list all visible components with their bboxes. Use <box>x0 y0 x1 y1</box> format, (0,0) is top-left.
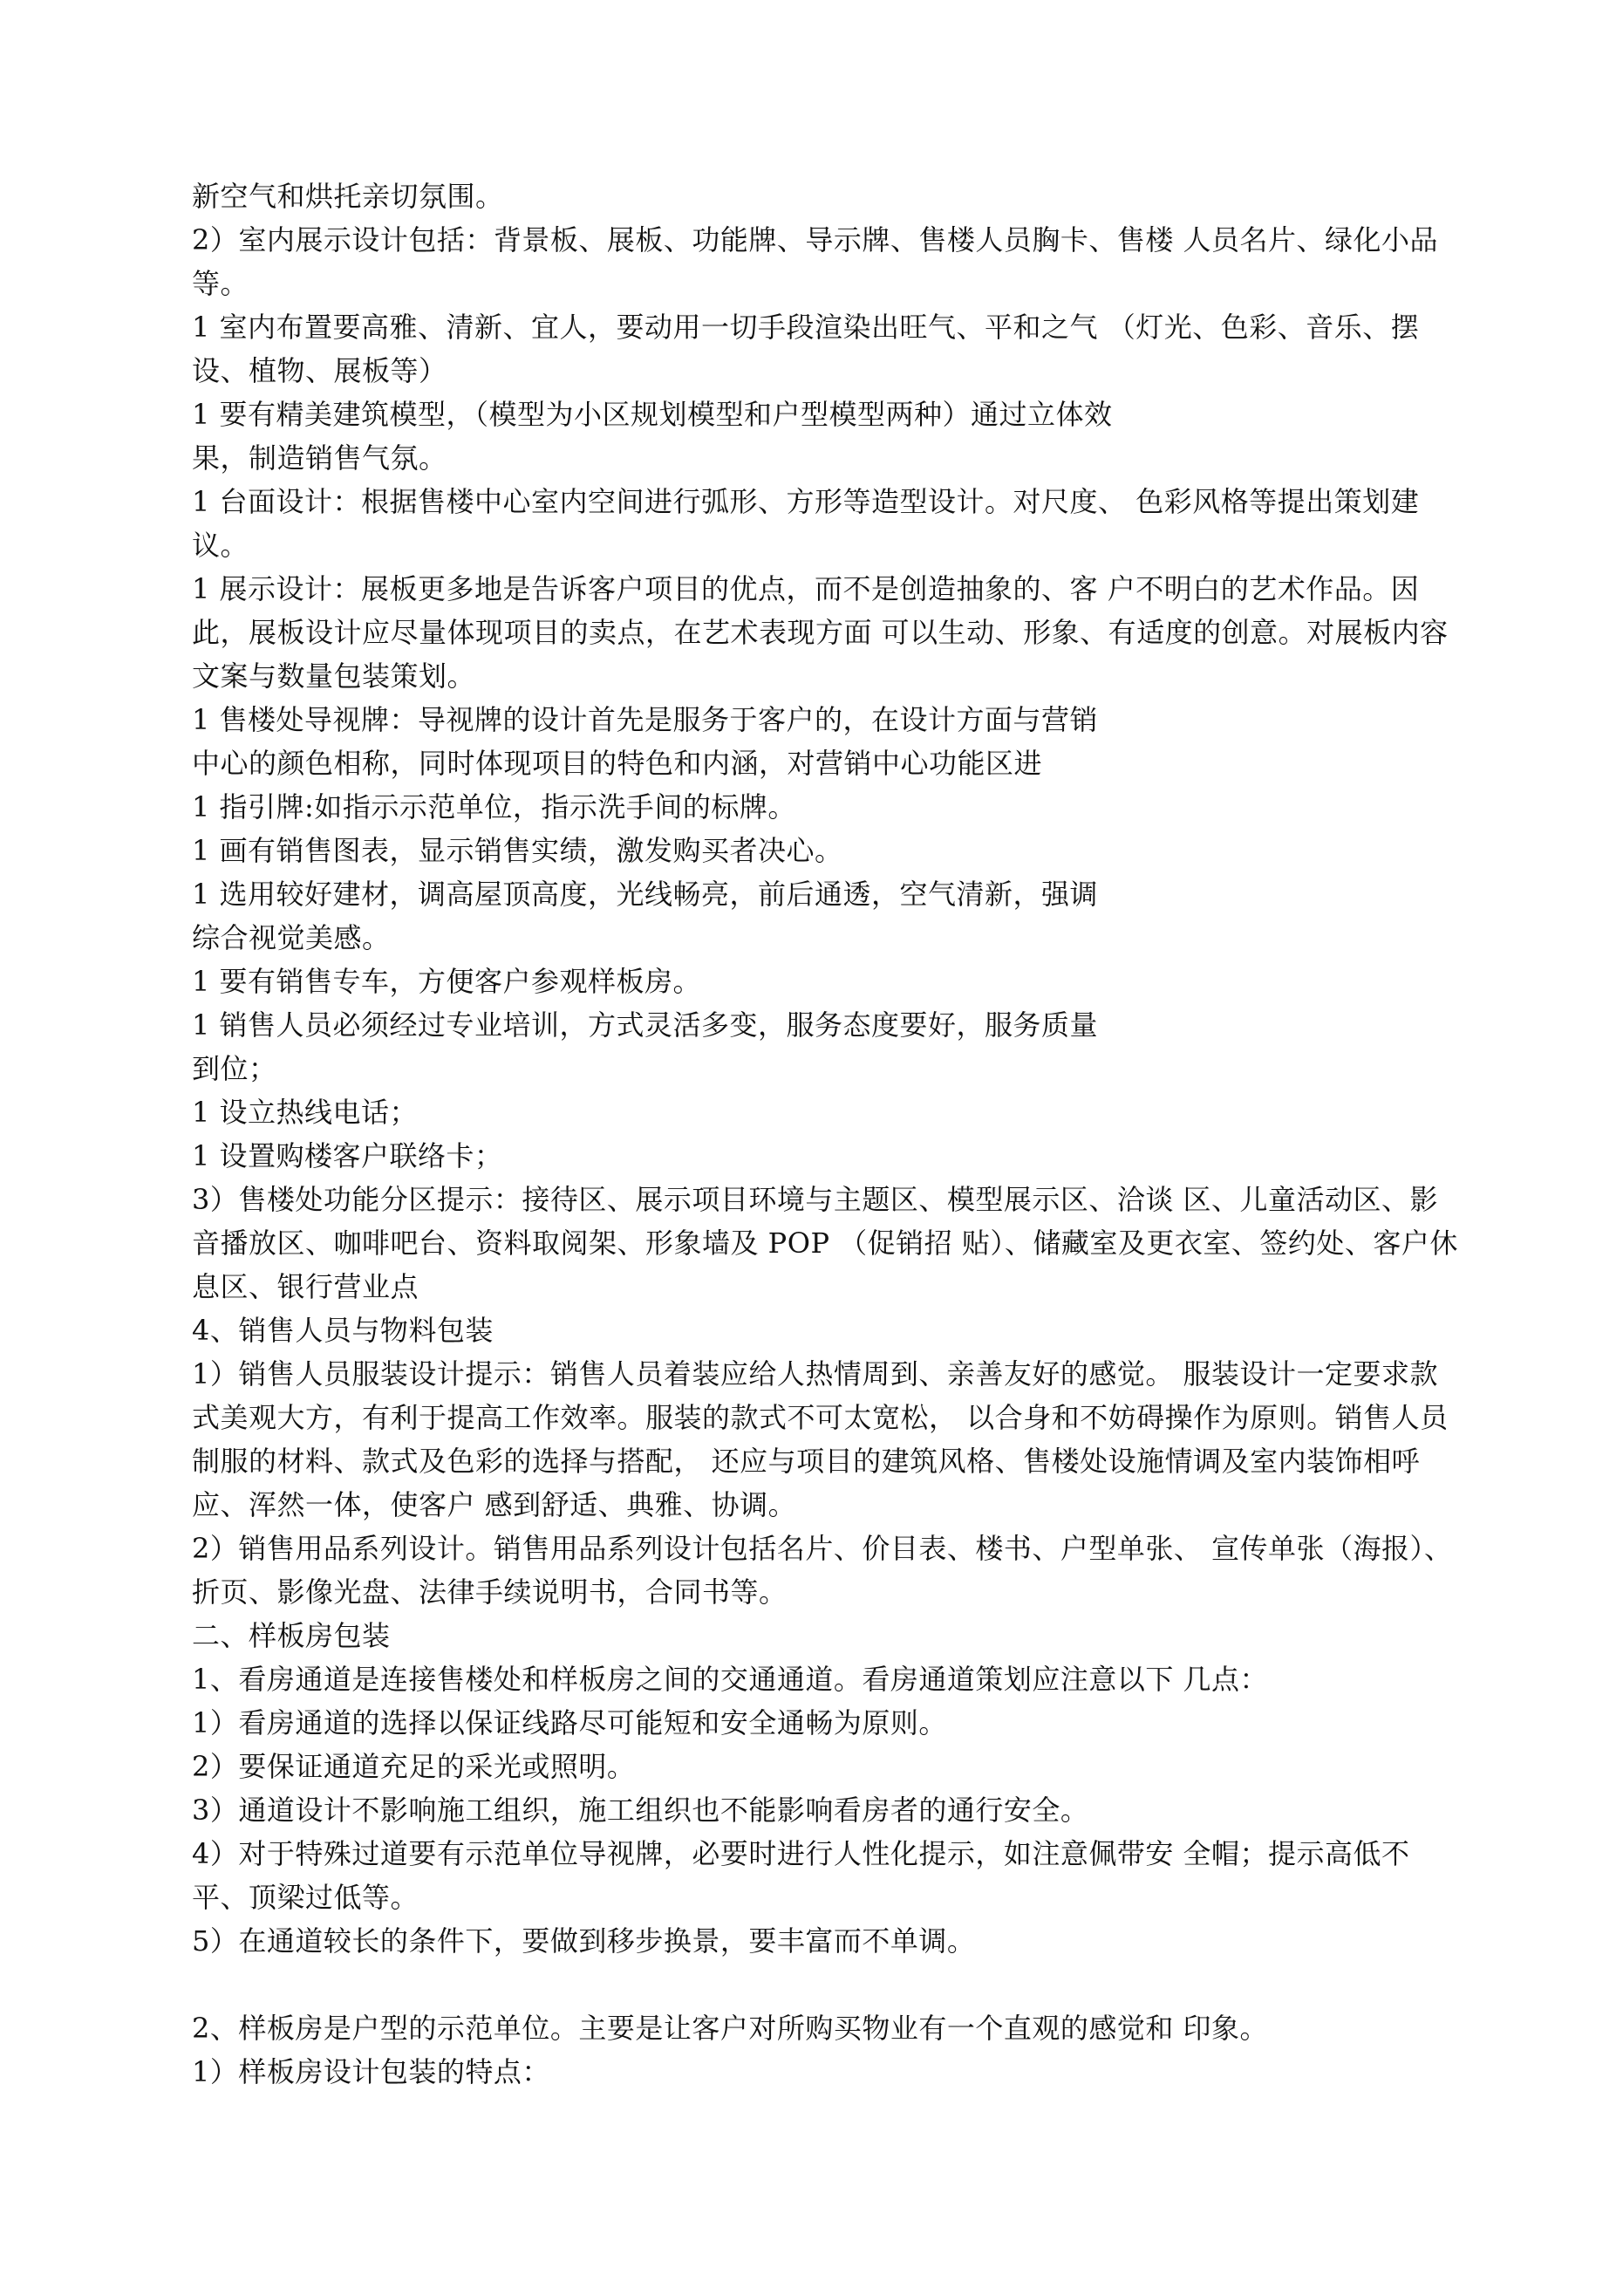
paragraph: 1 选用较好建材，调高屋顶高度，光线畅亮，前后通透，空气清新，强调 <box>192 878 1099 911</box>
section-heading: 二、样板房包装 <box>192 1619 391 1652</box>
paragraph: 4）对于特殊过道要有示范单位导视牌，必要时进行人性化提示，如注意佩带安 全帽；提示高低不平、顶梁过低等。 <box>192 1837 1410 1914</box>
section-heading: 4、销售人员与物料包装 <box>192 1314 494 1347</box>
paragraph: 2）要保证通道充足的采光或照明。 <box>192 1750 636 1783</box>
paragraph: 综合视觉美感。 <box>192 921 391 954</box>
paragraph: 1 台面设计：根据售楼中心室内空间进行弧形、方形等造型设计。对尺度、 色彩风格等提出策划建议。 <box>192 485 1420 562</box>
paragraph: 1 要有精美建筑模型，（模型为小区规划模型和户型模型两种）通过立体效 <box>192 398 1113 431</box>
paragraph: 5）在通道较长的条件下，要做到移步换景，要丰富而不单调。 <box>192 1924 976 1958</box>
paragraph: 1 展示设计：展板更多地是告诉客户项目的优点，而不是创造抽象的、客 户不明白的艺术作品。因此，展板设计应尽量体现项目的卖点，在艺术表现方面 可以生动、形象、有适度的创意。对展板内容文案与数量包装策划。 <box>192 572 1449 693</box>
paragraph: 新空气和烘托亲切氛围。 <box>192 180 504 213</box>
paragraph: 1）销售人员服装设计提示：销售人员着装应给人热情周到、亲善友好的感觉。 服装设计一定要求款式美观大方，有利于提高工作效率。服装的款式不可太宽松， 以合身和不妨碍操作为原则。销售人员制服的材料、款式及色彩的选择与搭配， 还应与项目的建筑风格、售楼处设施情调及室内装饰相呼应、浑然一体，使客户 感到舒适、典雅、协调。 <box>192 1357 1449 1521</box>
paragraph: 3）通道设计不影响施工组织，施工组织也不能影响看房者的通行安全。 <box>192 1794 1089 1827</box>
paragraph: 1 销售人员必须经过专业培训，方式灵活多变，服务态度要好，服务质量 <box>192 1008 1099 1042</box>
document-body <box>192 174 1465 2094</box>
paragraph: 果，制造销售气氛。 <box>192 441 447 475</box>
paragraph: 1 设立热线电话； <box>192 1096 419 1129</box>
paragraph: 2）销售用品系列设计。销售用品系列设计包括名片、价目表、楼书、户型单张、 宣传单张（海报）、折页、影像光盘、法律手续说明书，合同书等。 <box>192 1532 1453 1609</box>
paragraph: 到位； <box>192 1052 277 1085</box>
paragraph: 中心的颜色相称，同时体现项目的特色和内涵，对营销中心功能区进 <box>192 747 1043 780</box>
paragraph: 2、样板房是户型的示范单位。主要是让客户对所购买物业有一个直观的感觉和 印象。 <box>192 2012 1269 2045</box>
blank-line <box>192 1963 1465 2006</box>
paragraph: 2）室内展示设计包括：背景板、展板、功能牌、导示牌、售楼人员胸卡、售楼 人员名片、绿化小品等。 <box>192 223 1439 300</box>
paragraph: 1 指引牌:如指示示范单位，指示洗手间的标牌。 <box>192 790 796 823</box>
paragraph: 1）样板房设计包装的特点： <box>192 2055 550 2088</box>
paragraph: 1 要有销售专车，方便客户参观样板房。 <box>192 965 702 998</box>
paragraph: 1 室内布置要高雅、清新、宜人，要动用一切手段渲染出旺气、平和之气 （灯光、色彩、音乐、摆设、植物、展板等） <box>192 311 1420 387</box>
paragraph: 3）售楼处功能分区提示：接待区、展示项目环境与主题区、模型展示区、洽谈 区、儿童活动区、影音播放区、咖啡吧台、资料取阅架、形象墙及 POP （促销招 贴）、储藏室及更衣室、签约处、客户休息区、银行营业点 <box>192 1183 1458 1303</box>
paragraph: 1 设置购楼客户联络卡； <box>192 1139 503 1172</box>
paragraph: 1 画有销售图表，显示销售实绩，激发购买者决心。 <box>192 834 843 867</box>
paragraph: 1、看房通道是连接售楼处和样板房之间的交通通道。看房通道策划应注意以下 几点： <box>192 1663 1269 1696</box>
paragraph: 1 售楼处导视牌：导视牌的设计首先是服务于客户的，在设计方面与营销 <box>192 703 1099 736</box>
paragraph: 1）看房通道的选择以保证线路尽可能短和安全通畅为原则。 <box>192 1706 947 1739</box>
